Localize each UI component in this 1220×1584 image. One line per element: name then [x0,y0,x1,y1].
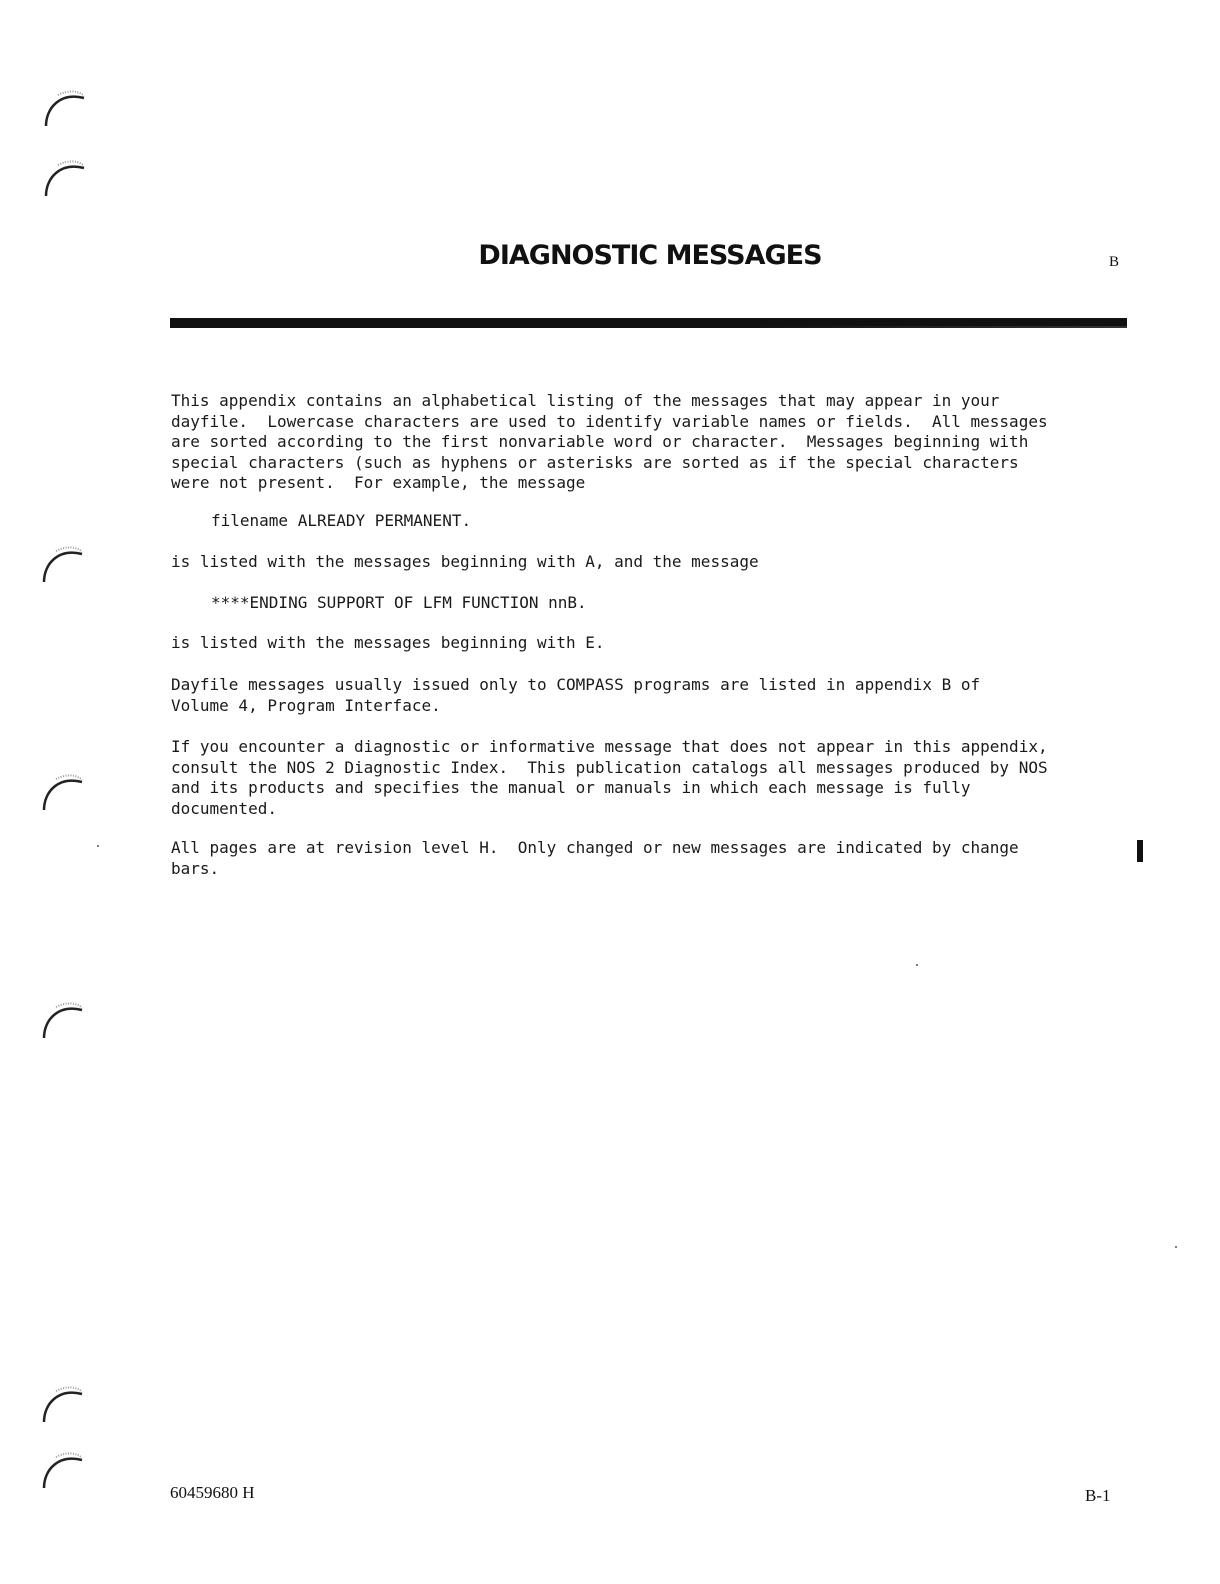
scan-speck [1175,1246,1177,1248]
intro-paragraph: This appendix contains an alphabetical listing of the messages that may appear in your dayfile. Lowercase characters are used to identify variable names or fields. All messages are sorted according to the first nonvariable word or character. Messages beginning with special characters (such as hyphens or asterisks are sorted as if the special characters were not present. For example, the message [171,391,1048,492]
punch-hole-icon [36,770,96,820]
example-message-a: filename ALREADY PERMANENT. [211,511,472,530]
punch-hole-icon [36,998,96,1048]
page-number: B-1 [1085,1486,1111,1505]
scan-speck [916,964,918,966]
punch-hole-icon [38,86,98,136]
dayfile-paragraph: Dayfile messages usually issued only to COMPASS programs are listed in appendix B of Volume 4, Program Interface. [171,675,981,715]
punch-hole-icon [36,1382,96,1432]
document-number: 60459680 H [170,1483,255,1502]
punch-hole-icon [36,542,96,592]
header-rule [170,318,1127,326]
revision-paragraph: All pages are at revision level H. Only changed or new messages are indicated by change bars. [171,838,1019,878]
example-message-e: ****ENDING SUPPORT OF LFM FUNCTION nnB. [211,593,587,612]
punch-hole-icon [38,156,98,206]
punch-hole-icon [36,1448,96,1498]
scan-speck [97,845,99,847]
listed-with-a-paragraph: is listed with the messages beginning with A, and the message [171,552,759,571]
listed-with-e-paragraph: is listed with the messages beginning with E. [171,633,605,652]
encounter-paragraph: If you encounter a diagnostic or informative message that does not appear in this appendix, consult the NOS 2 Diagnostic Index. This publication catalogs all messages produced by NOS and its products and specifies the manual or manuals in which each message is fully documented. [171,737,1048,818]
page-title: DIAGNOSTIC MESSAGES [478,240,822,271]
appendix-letter: B [1109,254,1120,270]
change-bar [1137,840,1143,862]
